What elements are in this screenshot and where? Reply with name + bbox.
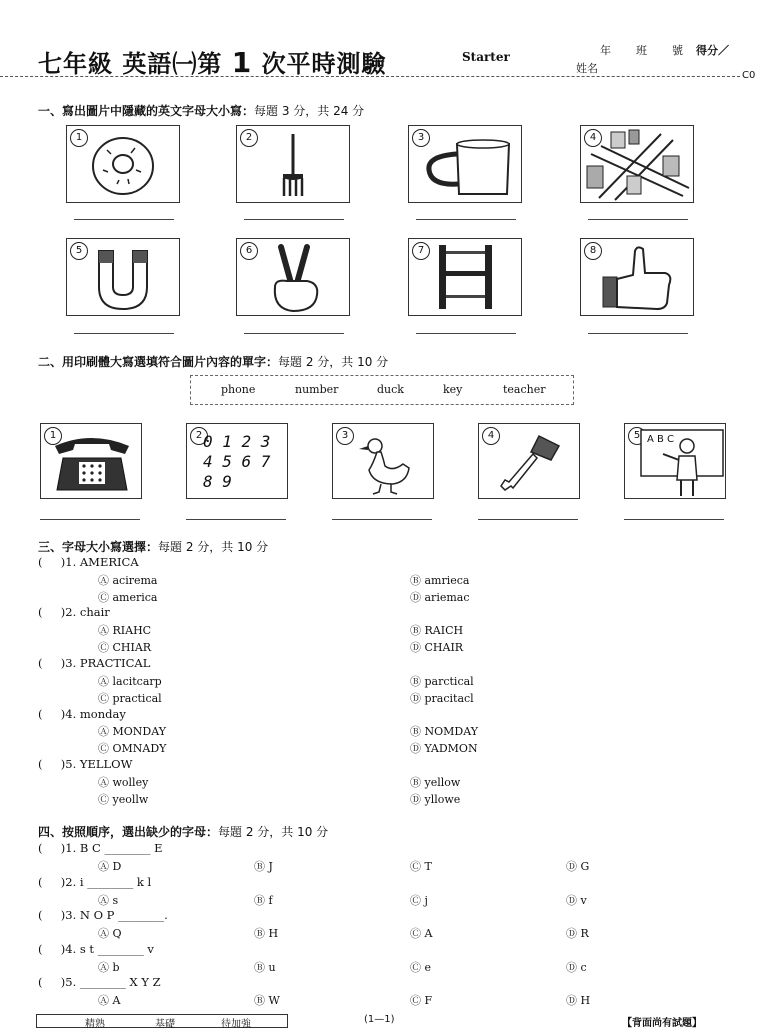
continued-note: 【背面尚有試題】 [622,1018,702,1029]
vocab-answer-line-5[interactable] [624,519,724,520]
choice-d[interactable]: Ⓓ pracitacl [410,692,474,705]
question-row: ( )2. chair [38,605,110,619]
picture-frame-6 [236,238,350,316]
horseshoe-magnet-icon [67,239,179,315]
choice-a[interactable]: Ⓐ s [98,894,119,907]
vocab-answer-line-1[interactable] [40,519,140,520]
word-bank [190,375,574,405]
question-stem: )4. monday [60,707,126,721]
choice-a[interactable]: Ⓐ b [98,961,120,974]
choice-b[interactable]: Ⓑ H [254,927,279,940]
question-row: ( )4. s t ________ v [38,942,154,956]
choice-a[interactable]: Ⓐ acirema [98,574,158,587]
answer-line-5[interactable] [74,333,174,334]
choice-c[interactable]: Ⓒ practical [98,692,162,705]
blackboard-letters: A B C [647,434,675,445]
answer-line-7[interactable] [416,333,516,334]
choice-a[interactable]: Ⓐ lacitcarp [98,675,162,688]
choice-c[interactable]: Ⓒ OMNADY [98,742,167,755]
question-row: ( )5. ________ X Y Z [38,975,161,989]
page-code: C0 [742,70,756,81]
question-number-badge: 1 [70,129,88,147]
header-divider [0,76,740,77]
name-label: 姓名 [576,62,598,75]
choice-a[interactable]: Ⓐ Q [98,927,122,940]
section1-points: 每題 3 分，共 24 分 [254,104,365,118]
question-number-badge: 8 [584,242,602,260]
choice-d[interactable]: Ⓓ G [566,860,590,873]
picture-frame-5 [66,238,180,316]
question-row: ( )1. B C ________ E [38,841,163,855]
choice-b[interactable]: Ⓑ W [254,994,280,1007]
question-number-badge: 6 [240,242,258,260]
choice-b[interactable]: Ⓑ J [254,860,273,873]
choice-a[interactable]: Ⓐ A [98,994,121,1007]
mastery-cell: 待加強 [221,1019,251,1030]
fork-icon [237,126,349,202]
answer-line-6[interactable] [244,333,344,334]
choice-a[interactable]: Ⓐ RIAHC [98,624,152,637]
test-title [38,44,387,79]
seat-number-label: 號 [672,44,683,57]
title-number: 1 [231,46,253,79]
mug-icon [409,126,521,202]
question-number-badge: 3 [412,129,430,147]
choice-d[interactable]: Ⓓ ariemac [410,591,470,604]
question-number-badge: 2 [240,129,258,147]
word-bank-item: number [295,383,339,396]
mastery-cell: 精熟 [85,1019,105,1030]
choice-d[interactable]: Ⓓ YADMON [410,742,478,755]
key-icon [479,424,579,498]
choice-a[interactable]: Ⓐ MONDAY [98,725,166,738]
mastery-cell: 基礎 [155,1019,175,1030]
question-stem: )2. chair [60,605,110,619]
picture-frame-8 [580,238,694,316]
vocab-frame-3 [332,423,434,499]
digits-row-2: 4 5 6 7 [203,452,271,471]
choice-b[interactable]: Ⓑ parctical [410,675,474,688]
donut-icon [67,126,179,202]
choice-d[interactable]: Ⓓ v [566,894,587,907]
question-number-badge: 4 [482,427,500,445]
duck-icon [333,424,433,498]
question-row: ( )3. N O P ________. [38,908,168,922]
peace-hand-icon [237,239,349,315]
choice-a[interactable]: Ⓐ D [98,860,122,873]
section4-title: 四、按照順序，選出缺少的字母： [38,825,219,839]
choice-c[interactable]: Ⓒ america [98,591,158,604]
question-number-badge: 5 [628,427,646,445]
thumbs-up-icon [581,239,693,315]
section3-points: 每題 2 分，共 10 分 [158,540,269,554]
choice-c[interactable]: Ⓒ CHIAR [98,641,152,654]
picture-frame-1 [66,125,180,203]
choice-c[interactable]: Ⓒ T [410,860,432,873]
answer-line-8[interactable] [588,333,688,334]
vocab-frame-5 [624,423,726,499]
question-row: ( )2. i ________ k l [38,875,152,889]
section3-heading [38,538,268,555]
picture-frame-4 [580,125,694,203]
telephone-icon [41,424,141,498]
starter-label: Starter [462,50,510,64]
choice-d[interactable]: Ⓓ H [566,994,591,1007]
word-bank-item: phone [221,383,256,396]
vocab-answer-line-4[interactable] [478,519,578,520]
picture-frame-3 [408,125,522,203]
choice-d[interactable]: Ⓓ R [566,927,589,940]
picture-frame-2 [236,125,350,203]
section1-heading [38,102,364,119]
question-row: ( )3. PRACTICAL [38,656,151,670]
question-number-badge: 2 [190,427,208,445]
digits-row-3: 8 9 [203,472,232,491]
page-number: (1—1) [364,1014,395,1025]
question-stem: )5. ________ X Y Z [60,975,161,989]
section2-title: 二、用印刷體大寫選填符合圖片內容的單字： [38,355,279,369]
question-stem: )1. AMERICA [60,555,139,569]
section2-heading [38,353,388,370]
section4-points: 每題 2 分，共 10 分 [218,825,329,839]
class-label: 班 [636,44,647,57]
year-label: 年 [600,44,611,57]
section3-title: 三、字母大小寫選擇： [38,540,159,554]
choice-d[interactable]: Ⓓ c [566,961,587,974]
title-part-b: 次平時測驗 [261,49,387,78]
vocab-frame-4 [478,423,580,499]
teacher-icon [625,424,725,498]
word-bank-item: key [443,383,463,396]
answer-line-2[interactable] [244,219,344,220]
choice-b[interactable]: Ⓑ NOMDAY [410,725,478,738]
answer-line-4[interactable] [588,219,688,220]
answer-line-3[interactable] [416,219,516,220]
question-stem: )1. B C ________ E [60,841,163,855]
question-number-badge: 4 [584,129,602,147]
question-stem: )3. PRACTICAL [60,656,151,670]
section4-heading [38,823,328,840]
choice-c[interactable]: Ⓒ j [410,894,428,907]
question-number-badge: 7 [412,242,430,260]
answer-line-1[interactable] [74,219,174,220]
question-row: ( )1. AMERICA [38,555,139,569]
choice-d[interactable]: Ⓓ CHAIR [410,641,464,654]
section2-points: 每題 2 分，共 10 分 [278,355,389,369]
mastery-table [36,1014,288,1028]
vocab-answer-line-2[interactable] [186,519,286,520]
question-stem: )4. s t ________ v [60,942,154,956]
section1-title: 一、寫出圖片中隱藏的英文字母大小寫： [38,104,255,118]
choice-b[interactable]: Ⓑ yellow [410,776,461,789]
word-bank-item: teacher [503,383,546,396]
choice-c[interactable]: Ⓒ yeollw [98,793,149,806]
choice-c[interactable]: Ⓒ A [410,927,433,940]
question-number-badge: 3 [336,427,354,445]
vocab-answer-line-3[interactable] [332,519,432,520]
choice-b[interactable]: Ⓑ RAICH [410,624,464,637]
choice-c[interactable]: Ⓒ F [410,994,433,1007]
question-number-badge: 1 [44,427,62,445]
ladder-icon [409,239,521,315]
question-row: ( )5. YELLOW [38,757,133,771]
title-part-a: 七年級 英語㈠第 [38,49,223,78]
city-intersection-icon [581,126,693,202]
question-row: ( )4. monday [38,707,126,721]
numbers-icon [203,432,270,492]
question-stem: )2. i ________ k l [60,875,152,889]
vocab-frame-1 [40,423,142,499]
choice-b[interactable]: Ⓑ u [254,961,276,974]
choice-b[interactable]: Ⓑ amrieca [410,574,470,587]
choice-b[interactable]: Ⓑ f [254,894,273,907]
choice-c[interactable]: Ⓒ e [410,961,432,974]
score-label: 得分／ [696,44,729,57]
vocab-frame-2 [186,423,288,499]
picture-frame-7 [408,238,522,316]
choice-a[interactable]: Ⓐ wolley [98,776,149,789]
question-stem: )5. YELLOW [60,757,133,771]
question-stem: )3. N O P ________. [60,908,168,922]
digits-row-1: 0 1 2 3 [203,432,271,451]
question-number-badge: 5 [70,242,88,260]
choice-d[interactable]: Ⓓ yllowe [410,793,461,806]
word-bank-item: duck [377,383,404,396]
